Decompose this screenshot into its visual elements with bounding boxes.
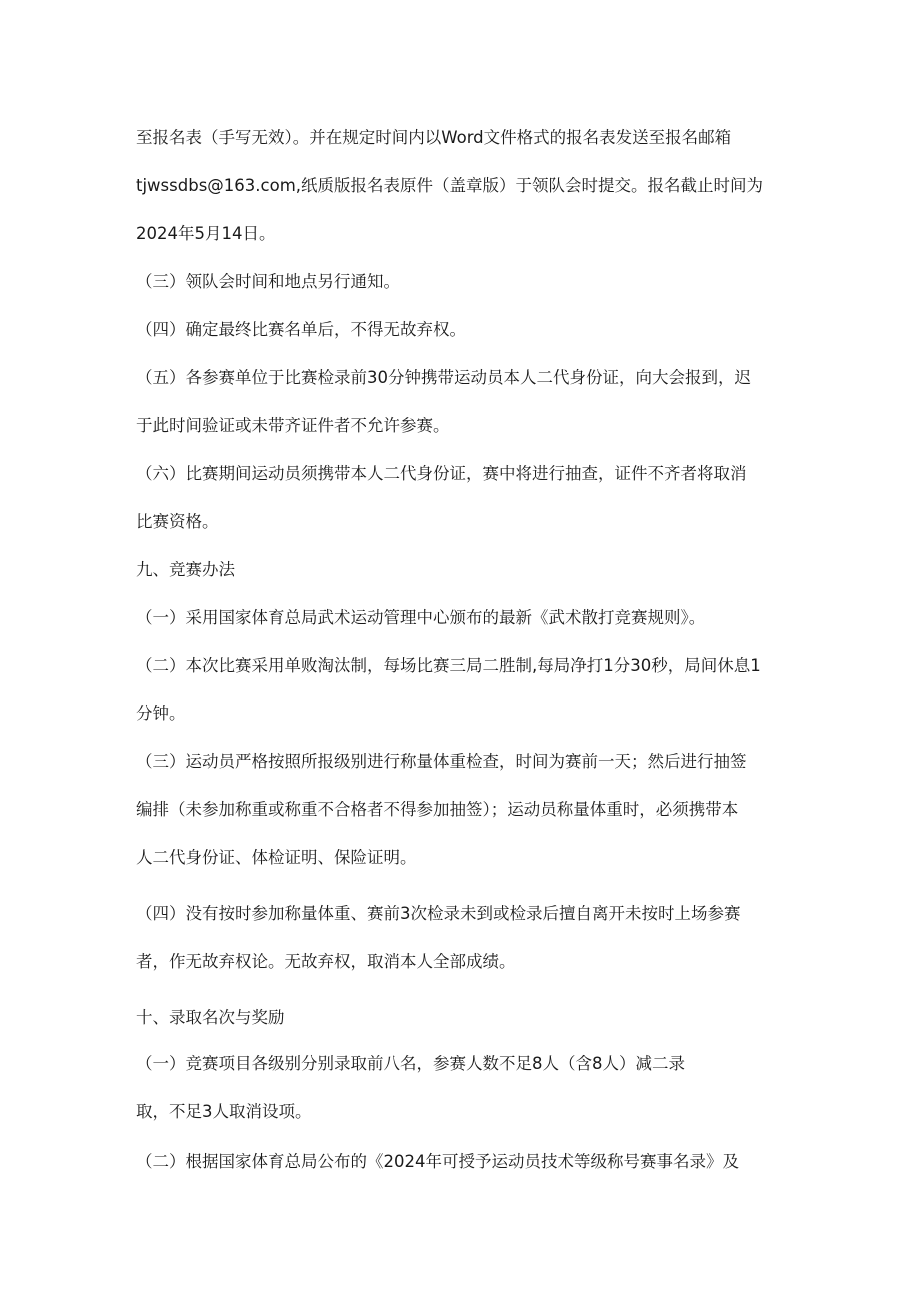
paragraph-line: （六）比赛期间运动员须携带本人二代身份证，赛中将进行抽查，证件不齐者将取消 bbox=[136, 464, 747, 483]
paragraph-line: 编排（未参加称重或称重不合格者不得参加抽签）；运动员称量体重时，必须携带本 bbox=[136, 800, 739, 819]
paragraph-line: （四）没有按时参加称量体重、赛前3次检录未到或检录后擅自离开未按时上场参赛 bbox=[136, 904, 741, 923]
paragraph-line: （三）运动员严格按照所报级别进行称量体重检查，时间为赛前一天；然后进行抽签 bbox=[136, 752, 747, 771]
paragraph-line: （一）采用国家体育总局武术运动管理中心颁布的最新《武术散打竞赛规则》。 bbox=[136, 608, 706, 627]
section-heading: 九、竞赛办法 bbox=[136, 560, 235, 579]
section-heading: 十、录取名次与奖励 bbox=[136, 1008, 285, 1027]
paragraph-line: 于此时间验证或未带齐证件者不允许参赛。 bbox=[136, 416, 450, 435]
paragraph-line: tjwssdbs@163.com,纸质版报名表原件（盖章版）于领队会时提交。报名截止时间为 bbox=[136, 176, 764, 195]
paragraph-line: （四）确定最终比赛名单后，不得无故弃权。 bbox=[136, 320, 466, 339]
paragraph-line: （三）领队会时间和地点另行通知。 bbox=[136, 272, 400, 291]
paragraph-line: 至报名表（手写无效）。并在规定时间内以Word文件格式的报名表发送至报名邮箱 bbox=[136, 128, 732, 147]
paragraph-line: （五）各参赛单位于比赛检录前30分钟携带运动员本人二代身份证，向大会报到，迟 bbox=[136, 368, 751, 387]
paragraph-line: （一）竞赛项目各级别分别录取前八名，参赛人数不足8人（含8人）减二录 bbox=[136, 1054, 685, 1073]
paragraph-line: 分钟。 bbox=[136, 704, 186, 723]
paragraph-line: 人二代身份证、体检证明、保险证明。 bbox=[136, 848, 417, 867]
paragraph-line: （二）本次比赛采用单败淘汰制，每场比赛三局二胜制,每局净打1分30秒，局间休息1 bbox=[136, 656, 761, 675]
paragraph-line: 者，作无故弃权论。无故弃权，取消本人全部成绩。 bbox=[136, 952, 516, 971]
paragraph-line: 比赛资格。 bbox=[136, 512, 219, 531]
paragraph-line: 取，不足3人取消设项。 bbox=[136, 1102, 312, 1121]
paragraph-line: 2024年5月14日。 bbox=[136, 224, 276, 243]
paragraph-line: （二）根据国家体育总局公布的《2024年可授予运动员技术等级称号赛事名录》及 bbox=[136, 1152, 739, 1171]
